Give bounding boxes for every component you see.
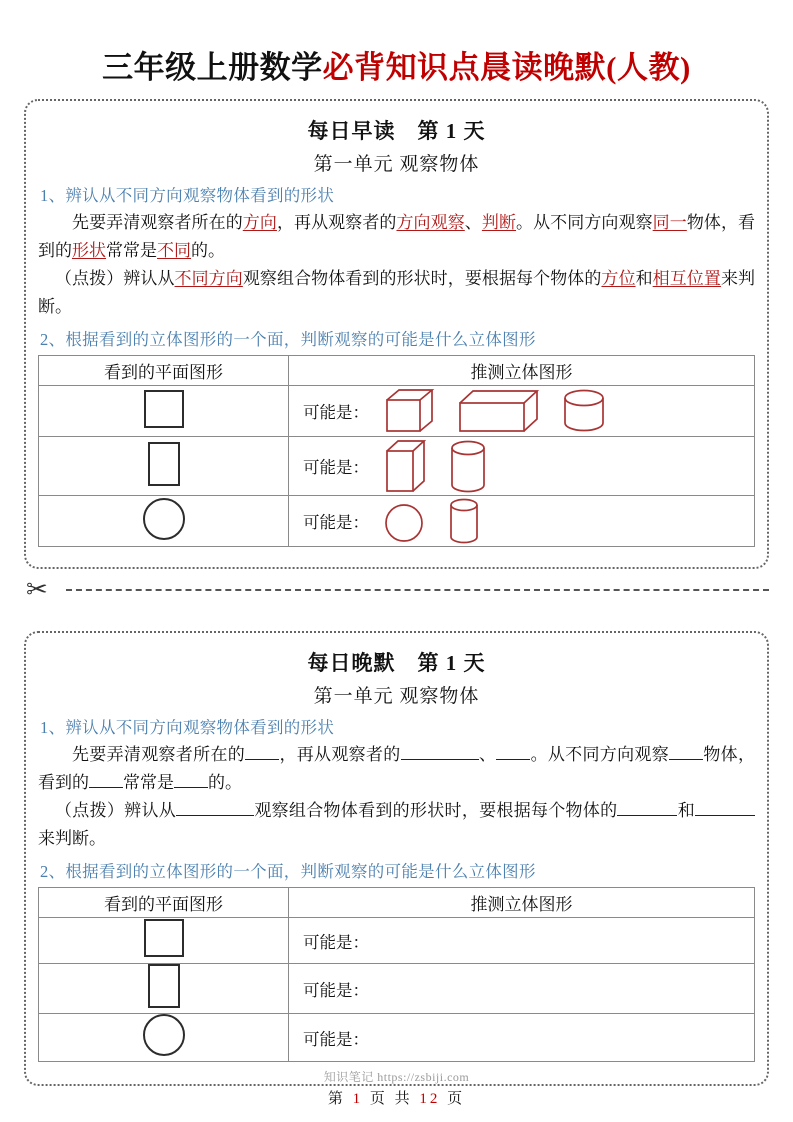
e-p1-seg7: 的。 xyxy=(208,772,242,792)
e-p2-seg4: 来判断。 xyxy=(38,828,106,848)
morning-paragraph-1 xyxy=(38,209,755,264)
m-p2-kw2: 方位 xyxy=(601,269,636,289)
evening-dictation-card xyxy=(24,631,769,1086)
m-p2-kw3: 相互位置 xyxy=(652,269,721,289)
plane-cell-circle xyxy=(39,1014,289,1062)
table-row xyxy=(39,386,755,437)
table-row xyxy=(39,496,755,547)
plane-cell-square xyxy=(39,386,289,437)
page-middle: 页 共 xyxy=(369,1091,413,1107)
m-p2-seg2: 观察组合物体看到的形状时，要根据每个物体的 xyxy=(242,269,602,289)
page-current: 1 xyxy=(352,1091,364,1107)
maybe-label: 可能是： xyxy=(303,980,369,1000)
m-p1-seg7: 的。 xyxy=(191,240,225,260)
circle-shape xyxy=(143,1014,185,1056)
page-title xyxy=(24,0,769,93)
morning-reading-card xyxy=(24,99,769,569)
e-p1-seg6: 常常是 xyxy=(123,772,174,792)
table-row xyxy=(39,1014,755,1062)
table-row xyxy=(39,437,755,496)
plane-cell-rectangle xyxy=(39,964,289,1014)
evening-q2-heading: 2、根据看到的立体图形的一个面，判断观察的可能是什么立体图形 xyxy=(40,862,536,882)
m-p1-seg2: ，再从观察者的 xyxy=(276,213,397,232)
watermark-text: 知识笔记 https://zsbiji.com xyxy=(323,1070,470,1084)
solid-shapes-group xyxy=(383,437,489,495)
evening-q1-heading: 1、辨认从不同方向观察物体看到的形状 xyxy=(40,718,335,737)
maybe-label: 可能是： xyxy=(303,458,369,478)
evening-unit-title: 第一单元 观察物体 xyxy=(313,686,480,707)
m-p1-kw6: 不同 xyxy=(157,240,191,260)
plane-cell-circle xyxy=(39,496,289,547)
e-p1-seg1: 先要弄清观察者所在的 xyxy=(72,745,246,764)
rectangle-shape xyxy=(148,442,180,486)
answer-blank[interactable] xyxy=(174,787,208,788)
maybe-label: 可能是： xyxy=(303,932,369,952)
answer-cell-row1[interactable] xyxy=(289,918,755,964)
m-p1-kw5: 形状 xyxy=(72,240,106,260)
solid-shapes-group xyxy=(383,496,483,546)
table-row xyxy=(39,918,755,964)
e-p1-seg2: ，再从观察者的 xyxy=(279,745,401,764)
plane-cell-rectangle xyxy=(39,437,289,496)
page-total: 12 xyxy=(419,1091,441,1107)
page-prefix: 第 xyxy=(327,1091,346,1107)
evening-paragraph-2 xyxy=(38,797,755,852)
m-p1-kw4: 同一 xyxy=(652,213,687,232)
table-header-row xyxy=(39,888,755,918)
e-p2-seg1: （点拨）辨认从 xyxy=(55,801,177,821)
answer-blank[interactable] xyxy=(401,759,479,760)
e-p2-seg2: 观察组合物体看到的形状时，要根据每个物体的 xyxy=(254,801,618,821)
sphere-icon xyxy=(383,500,427,546)
e-p2-seg3: 和 xyxy=(677,801,696,821)
m-p1-seg6: 常常是 xyxy=(106,240,157,260)
answer-blank[interactable] xyxy=(617,815,677,816)
evening-shapes-table xyxy=(38,887,755,1062)
cube-icon xyxy=(383,386,439,436)
evening-paragraph-1 xyxy=(38,741,755,796)
circle-shape xyxy=(143,498,185,540)
maybe-label: 可能是： xyxy=(303,513,369,533)
m-p2-kw1: 不同方向 xyxy=(174,269,243,289)
m-p1-kw2: 方向观察 xyxy=(396,213,465,232)
m-p1-seg3: 、 xyxy=(464,213,482,232)
scissors-icon: ✂ xyxy=(26,575,48,604)
square-shape xyxy=(144,919,184,957)
table-header-row xyxy=(39,356,755,386)
morning-section-title: 每日早读 第 1 天 xyxy=(307,119,486,143)
answer-blank[interactable] xyxy=(669,759,703,760)
answer-blank[interactable] xyxy=(176,815,254,816)
e-p1-seg5: 物体，看到的 xyxy=(38,745,755,792)
answer-blank[interactable] xyxy=(89,787,123,788)
evening-section-title: 每日晚默 第 1 天 xyxy=(307,651,486,675)
solid-cell-row3 xyxy=(289,496,755,547)
solid-shapes-group xyxy=(383,386,609,436)
header-plane-figure: 看到的平面图形 xyxy=(39,356,289,386)
cut-line xyxy=(24,573,769,607)
morning-paragraph-2 xyxy=(38,265,755,320)
header-solid-figure: 推测立体图形 xyxy=(289,356,755,386)
solid-cell-row2 xyxy=(289,437,755,496)
morning-q1-heading: 1、辨认从不同方向观察物体看到的形状 xyxy=(40,186,335,205)
table-row xyxy=(39,964,755,1014)
page-title-black: 三年级上册数学 xyxy=(102,50,323,85)
m-p2-seg4: 来判断。 xyxy=(38,269,756,316)
plane-cell-square xyxy=(39,918,289,964)
page-suffix: 页 xyxy=(447,1091,466,1107)
page-title-red: 必背知识点晨读晚默(人教) xyxy=(322,50,691,85)
cylinder-tall-icon xyxy=(447,437,489,495)
header-solid-figure: 推测立体图形 xyxy=(289,888,755,918)
answer-blank[interactable] xyxy=(245,759,279,760)
e-p1-seg3: 、 xyxy=(478,745,497,764)
cut-dashes xyxy=(66,589,769,591)
m-p1-seg1: 先要弄清观察者所在的 xyxy=(72,213,243,232)
maybe-label: 可能是： xyxy=(303,403,369,423)
solid-cell-row1 xyxy=(289,386,755,437)
answer-cell-row3[interactable] xyxy=(289,1014,755,1062)
morning-unit-title: 第一单元 观察物体 xyxy=(313,154,480,175)
m-p2-seg1: （点拨）辨认从 xyxy=(55,269,175,289)
cuboid-long-icon xyxy=(457,386,543,436)
cuboid-tall-icon xyxy=(383,437,429,495)
cylinder-wide-icon xyxy=(561,386,609,436)
morning-q2-heading: 2、根据看到的立体图形的一个面，判断观察的可能是什么立体图形 xyxy=(40,330,536,350)
e-p1-seg4: 。从不同方向观察 xyxy=(530,745,670,764)
page-number xyxy=(0,1087,793,1108)
m-p1-seg5: 物体，看到的 xyxy=(38,213,756,260)
morning-shapes-table xyxy=(38,355,755,547)
m-p1-kw1: 方向 xyxy=(242,213,277,232)
rectangle-shape xyxy=(148,964,180,1008)
header-plane-figure: 看到的平面图形 xyxy=(39,888,289,918)
page-footer xyxy=(0,1068,793,1108)
m-p1-seg4: 。从不同方向观察 xyxy=(516,213,653,232)
maybe-label: 可能是： xyxy=(303,1029,369,1049)
answer-cell-row2[interactable] xyxy=(289,964,755,1014)
m-p2-seg3: 和 xyxy=(635,269,653,289)
cylinder-narrow-icon xyxy=(445,496,483,546)
square-shape xyxy=(144,390,184,428)
answer-blank[interactable] xyxy=(496,759,530,760)
m-p1-kw3: 判断 xyxy=(481,213,517,232)
answer-blank[interactable] xyxy=(695,815,755,816)
